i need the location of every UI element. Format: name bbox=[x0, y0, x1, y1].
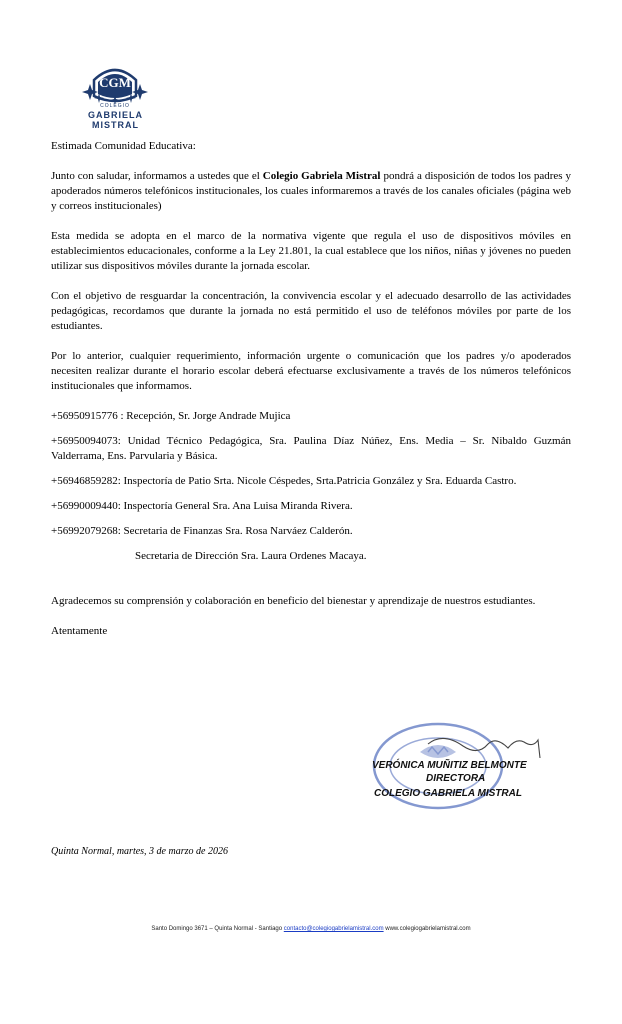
contact-finanzas: +56992079268: Secretaria de Finanzas Sra. Rosa Narváez Calderón. bbox=[51, 525, 353, 537]
signer-school: COLEGIO GABRIELA MISTRAL bbox=[374, 788, 522, 799]
contact-inspectoria-patio: +56946859282: Inspectoría de Patio Srta. Nicole Céspedes, Srta.Patricia González y Sra. Eduarda Castro. bbox=[51, 475, 517, 487]
footer-address: Santo Domingo 3671 – Quinta Normal - Santiago bbox=[151, 926, 283, 932]
closing-thanks: Agradecemos su comprensión y colaboración en beneficio del bienestar y aprendizaje de nuestros estudiantes. bbox=[51, 595, 536, 607]
signature-block bbox=[368, 718, 578, 833]
paragraph-2: Esta medida se adopta en el marco de la normativa vigente que regula el uso de dispositivos móviles en establecimientos educacionales, conforme a la Ley 21.801, la cual establece que los niños, niñas y jóvenes no pueden utilizar sus dispositivos móviles durante la jornada escolar. bbox=[51, 230, 571, 272]
logo-colegio-label: COLEGIO bbox=[100, 103, 130, 109]
footer-email-link[interactable]: contacto@colegiogabrielamistral.com bbox=[283, 926, 384, 932]
p1-end: pondrá a disposición de todos los padres y apoderados números telefónicos institucionales, los cuales informaremos a través de los canales oficiales (página web y correos institucionales) bbox=[51, 170, 572, 212]
paragraph-1 bbox=[51, 169, 571, 214]
paragraph-3: Con el objetivo de resguardar la concentración, la convivencia escolar y el adecuado desarrollo de las actividades pedagógicas, recordamos que durante la jornada no está permitido el uso de teléfonos móviles por parte de los estudiantes. bbox=[51, 290, 571, 332]
footer-website[interactable]: www.colegiogabrielamistral.com bbox=[385, 926, 471, 932]
p1-school-name: Colegio Gabriela Mistral bbox=[262, 170, 381, 182]
contact-direccion: Secretaria de Dirección Sra. Laura Ordenes Macaya. bbox=[135, 550, 367, 562]
signer-role: DIRECTORA bbox=[426, 773, 486, 784]
page-footer bbox=[0, 926, 622, 932]
place-date: Quinta Normal, martes, 3 de marzo de 2026 bbox=[51, 846, 228, 857]
sign-off: Atentamente bbox=[51, 625, 108, 637]
contact-inspectoria-general: +56990009440: Inspectoría General Sra. Ana Luisa Miranda Rivera. bbox=[51, 500, 353, 512]
letter-body bbox=[51, 136, 571, 639]
greeting: Estimada Comunidad Educativa: bbox=[51, 140, 196, 152]
paragraph-4: Por lo anterior, cualquier requerimiento, información urgente o comunicación que los padres y/o apoderados necesiten realizar durante el horario escolar deberá efectuarse exclusivamente a través de los números telefónicos institucionales que informamos. bbox=[51, 350, 571, 392]
signer-name: VERÓNICA MUÑITIZ BELMONTE bbox=[372, 760, 527, 771]
logo-school-name: GABRIELA MISTRAL bbox=[88, 110, 143, 130]
logo-monogram: CGM bbox=[99, 75, 131, 90]
contact-utp: +56950094073: Unidad Técnico Pedagógica, Sra. Paulina Díaz Núñez, Ens. Media – Sr. Nibaldo Guzmán Valderrama, Ens. Parvularia y Básica. bbox=[51, 435, 571, 462]
p1-start: Junto con saludar, informamos a ustedes que el bbox=[51, 170, 263, 182]
contact-reception: +56950915776 : Recepción, Sr. Jorge Andrade Mujica bbox=[51, 410, 291, 422]
